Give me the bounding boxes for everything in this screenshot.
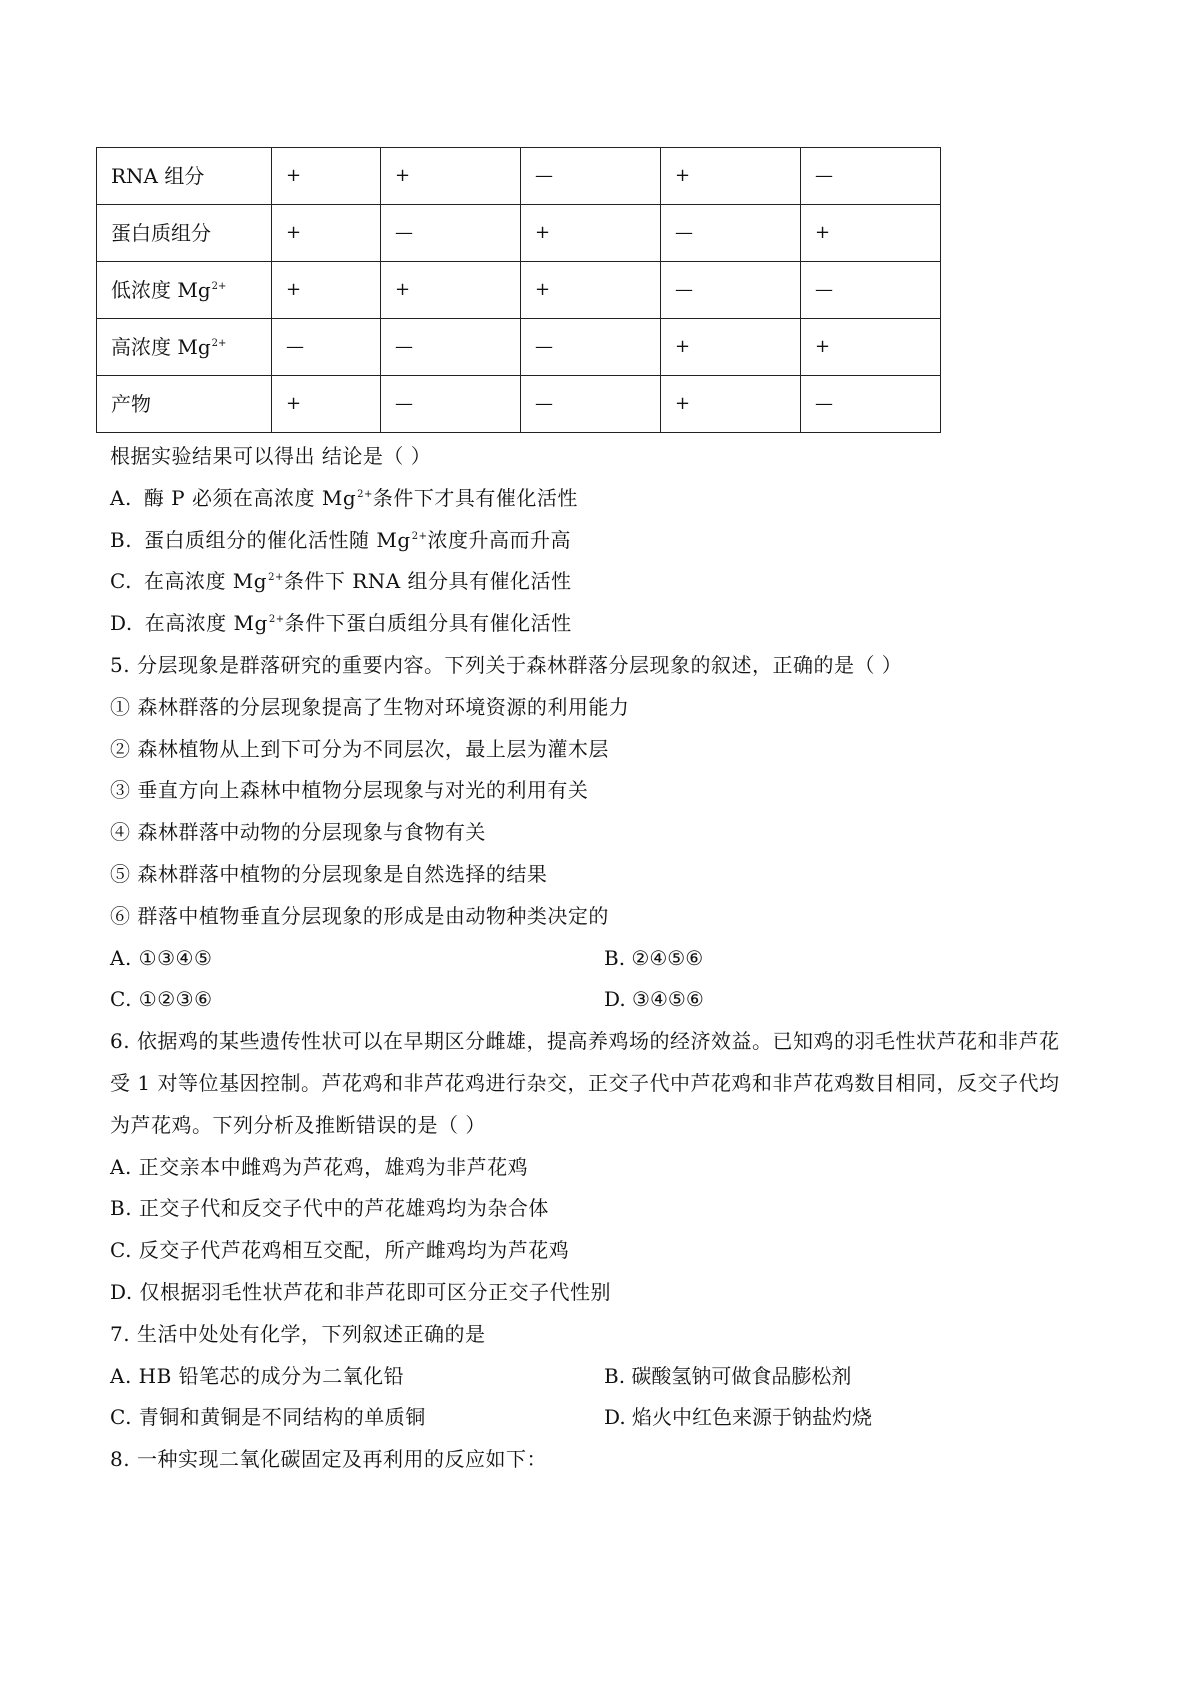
superscript: 2+ xyxy=(268,572,284,583)
row-label xyxy=(97,319,272,376)
row-label-text: 低浓度 Mg xyxy=(111,278,211,302)
q6-option-d: D. 仅根据羽毛性状芦花和非芦花即可区分正交子代性别 xyxy=(110,1280,612,1304)
table-cell: — xyxy=(272,319,381,376)
option-text: 在高浓度 Mg xyxy=(143,569,268,593)
row-label-text: 高浓度 Mg xyxy=(111,335,211,359)
option-text: 条件下 RNA 组分具有催化活性 xyxy=(283,569,572,593)
q5-item: ② 森林植物从上到下可分为不同层次，最上层为灌木层 xyxy=(110,737,609,761)
q5-item: ⑥ 群落中植物垂直分层现象的形成是由动物种类决定的 xyxy=(110,904,609,928)
q5-option-a: A. ①③④⑤ xyxy=(110,946,213,970)
table-row xyxy=(97,319,941,376)
option-text: 酶 P 必须在高浓度 Mg xyxy=(143,486,357,510)
q6-option-c: C. 反交子代芦花鸡相互交配，所产雌鸡均为芦花鸡 xyxy=(110,1238,570,1262)
table-row xyxy=(97,262,941,319)
table-cell: — xyxy=(381,205,521,262)
table-cell: + xyxy=(661,319,801,376)
option-text: 蛋白质组分的催化活性随 Mg xyxy=(144,528,411,552)
q4-option-d xyxy=(110,613,572,633)
q6-option-a: A. 正交亲本中雌鸡为芦花鸡，雄鸡为非芦花鸡 xyxy=(110,1155,529,1179)
q8-stem: 8. 一种实现二氧化碳固定及再利用的反应如下： xyxy=(110,1447,547,1471)
table-cell: + xyxy=(272,376,381,433)
q6-option-b: B. 正交子代和反交子代中的芦花雄鸡均为杂合体 xyxy=(110,1196,549,1220)
q7-option-c: C. 青铜和黄铜是不同结构的单质铜 xyxy=(110,1405,426,1429)
q4-stem: 根据实验结果可以得出 结论是（ ） xyxy=(110,444,432,468)
row-label: 蛋白质组分 xyxy=(97,205,272,262)
table-cell: + xyxy=(801,205,941,262)
row-label xyxy=(97,262,272,319)
q4-option-b xyxy=(110,530,571,550)
q7-stem: 7. 生活中处处有化学，下列叙述正确的是 xyxy=(110,1322,486,1346)
superscript: 2+ xyxy=(411,531,428,542)
option-letter: D. xyxy=(110,611,133,635)
experiment-table xyxy=(96,147,941,433)
q4-option-c xyxy=(110,571,572,591)
table-row xyxy=(97,376,941,433)
option-letter: A. xyxy=(110,486,132,510)
superscript: 2+ xyxy=(268,614,285,625)
table-cell: — xyxy=(801,262,941,319)
q5-item: ⑤ 森林群落中植物的分层现象是自然选择的结果 xyxy=(110,862,548,886)
table-cell: — xyxy=(801,376,941,433)
option-text: 在高浓度 Mg xyxy=(144,611,268,635)
table-cell: + xyxy=(521,262,661,319)
table-row xyxy=(97,148,941,205)
table-cell: — xyxy=(381,319,521,376)
q6-stem-line1: 6. 依据鸡的某些遗传性状可以在早期区分雌雄，提高养鸡场的经济效益。已知鸡的羽毛性状芦花和非芦花 xyxy=(110,1029,1060,1053)
table-cell: — xyxy=(521,148,661,205)
option-text: 条件下才具有催化活性 xyxy=(372,486,578,510)
q6-stem-line3: 为芦花鸡。下列分析及推断错误的是（ ） xyxy=(110,1113,486,1137)
superscript: 2+ xyxy=(211,338,227,349)
table-cell: + xyxy=(272,148,381,205)
superscript: 2+ xyxy=(211,281,227,292)
q6-stem-line2: 受 1 对等位基因控制。芦花鸡和非芦花鸡进行杂交，正交子代中芦花鸡和非芦花鸡数目相同，反交子代均 xyxy=(110,1071,1060,1095)
table-row xyxy=(97,205,941,262)
table-cell: + xyxy=(272,205,381,262)
option-text: 浓度升高而升高 xyxy=(427,528,571,552)
q5-item: ③ 垂直方向上森林中植物分层现象与对光的利用有关 xyxy=(110,778,589,802)
table-cell: — xyxy=(521,376,661,433)
q5-option-b: B. ②④⑤⑥ xyxy=(604,946,704,970)
table-cell: + xyxy=(272,262,381,319)
q5-item: ① 森林群落的分层现象提高了生物对环境资源的利用能力 xyxy=(110,695,630,719)
row-label: RNA 组分 xyxy=(97,148,272,205)
table-cell: — xyxy=(381,376,521,433)
table-cell: + xyxy=(381,262,521,319)
q7-option-a: A. HB 铅笔芯的成分为二氧化铅 xyxy=(110,1364,405,1388)
table-cell: + xyxy=(381,148,521,205)
row-label: 产物 xyxy=(97,376,272,433)
table-cell: — xyxy=(801,148,941,205)
table-cell: — xyxy=(521,319,661,376)
q7-option-d: D. 焰火中红色来源于钠盐灼烧 xyxy=(604,1405,873,1429)
table-cell: + xyxy=(801,319,941,376)
q4-option-a xyxy=(110,488,578,508)
superscript: 2+ xyxy=(357,489,373,500)
q5-option-d: D. ③④⑤⑥ xyxy=(604,987,704,1011)
option-letter: B. xyxy=(110,528,133,552)
option-text: 条件下蛋白质组分具有催化活性 xyxy=(284,611,572,635)
table-cell: + xyxy=(521,205,661,262)
table-cell: + xyxy=(661,376,801,433)
option-letter: C. xyxy=(110,569,132,593)
table-cell: + xyxy=(661,148,801,205)
q5-item: ④ 森林群落中动物的分层现象与食物有关 xyxy=(110,820,486,844)
q5-option-c: C. ①②③⑥ xyxy=(110,987,213,1011)
table-cell: — xyxy=(661,205,801,262)
q7-option-b: B. 碳酸氢钠可做食品膨松剂 xyxy=(604,1364,852,1388)
table-cell: — xyxy=(661,262,801,319)
q5-stem: 5. 分层现象是群落研究的重要内容。下列关于森林群落分层现象的叙述，正确的是（ ） xyxy=(110,653,903,677)
